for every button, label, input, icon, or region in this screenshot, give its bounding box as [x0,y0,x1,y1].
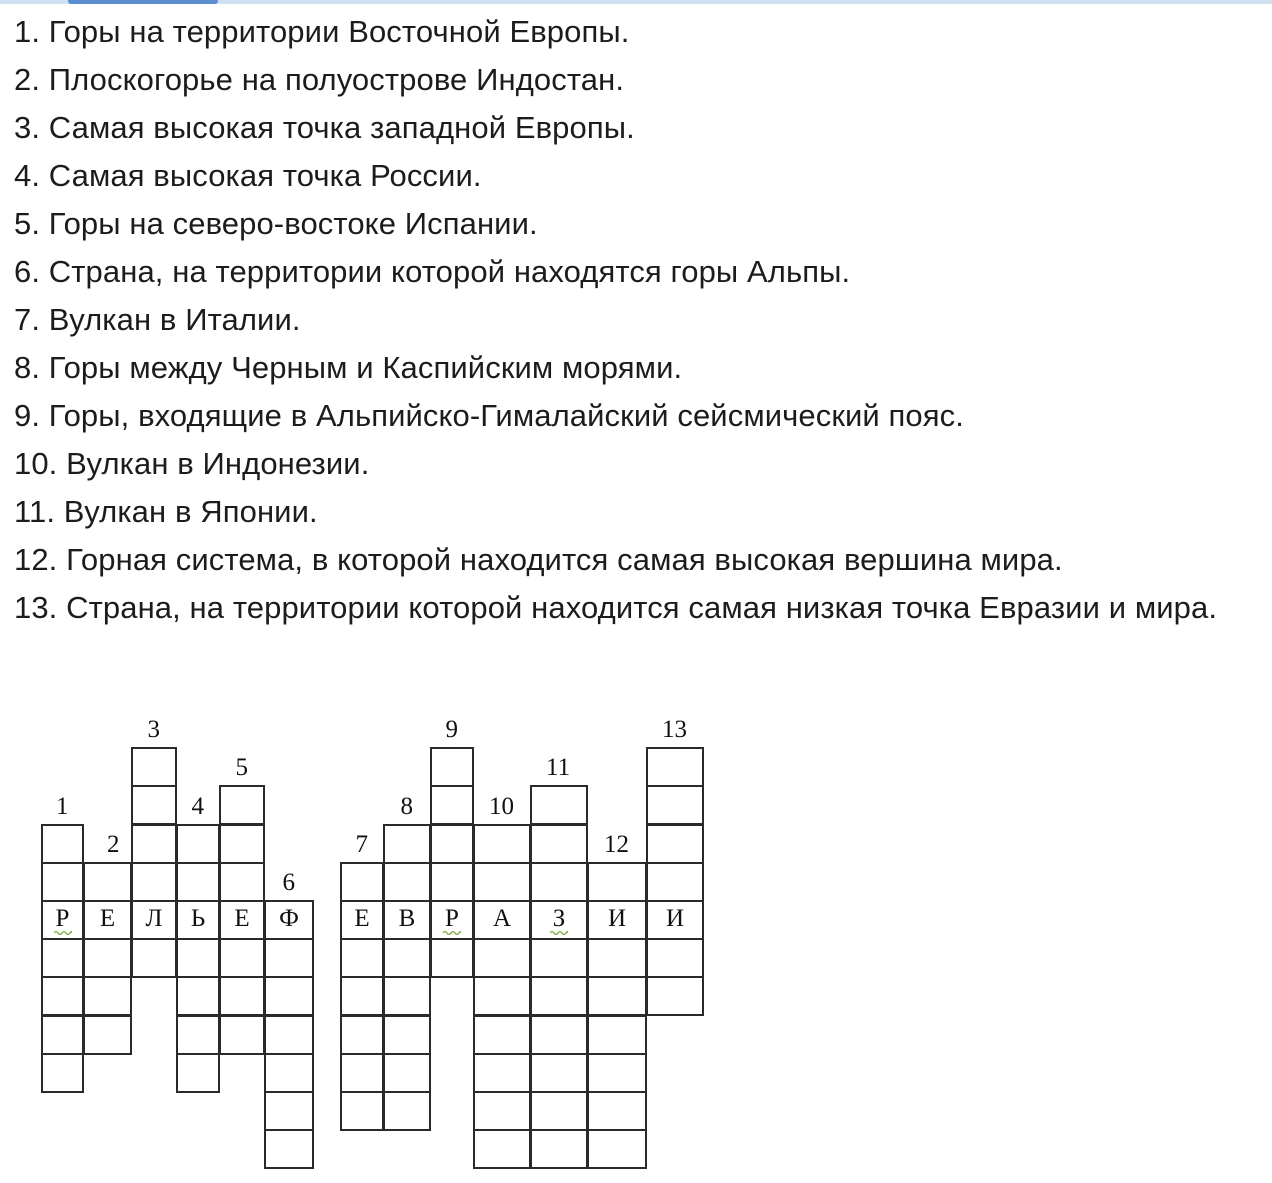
crossword-cell[interactable] [383,938,431,978]
crossword-cell[interactable] [340,1091,384,1131]
key-letter: Ь [190,905,206,932]
crossword-cell[interactable] [340,938,384,978]
key-letter: Е [354,905,370,932]
question-5: 5. Горы на северо-востоке Испании. [14,206,538,241]
crossword-cell[interactable] [176,1015,220,1055]
crossword-cell[interactable] [530,1129,588,1169]
crossword-cell[interactable] [383,1091,431,1131]
key-letter: И [607,905,627,932]
question-10: 10. Вулкан в Индонезии. [14,446,370,481]
crossword-cell[interactable] [340,1015,384,1055]
crossword-cell[interactable] [530,862,588,902]
key-letter: И [665,905,685,932]
crossword-cell[interactable] [131,824,177,864]
crossword-cell[interactable] [587,938,647,978]
key-letter: Е [234,905,250,932]
crossword-cell[interactable] [530,1015,588,1055]
key-letter: Р [55,905,70,932]
crossword-cell[interactable] [383,976,431,1016]
crossword-cell[interactable] [340,862,384,902]
question-13: 13. Страна, на территории которой находится самая низкая точка Евразии и мира. [14,590,1218,625]
crossword-cell[interactable] [219,862,265,902]
crossword-cell[interactable] [264,938,314,978]
crossword-cell[interactable] [587,1015,647,1055]
crossword-cell[interactable] [176,1053,220,1093]
crossword-cell[interactable] [83,976,132,1016]
crossword-cell[interactable] [587,1053,647,1093]
crossword-cell[interactable] [176,938,220,978]
key-letter: Ф [279,905,299,932]
crossword-cell[interactable] [131,938,177,978]
crossword-cell[interactable] [264,1091,314,1131]
clue-number-11: 11 [546,754,571,781]
crossword-cell[interactable] [430,747,474,787]
crossword-cell[interactable] [83,862,132,902]
crossword-cell[interactable] [530,976,588,1016]
crossword-cell[interactable] [264,1015,314,1055]
crossword-cell[interactable] [646,785,704,825]
clue-number-2: 2 [107,831,120,858]
crossword-cell[interactable] [340,976,384,1016]
crossword-cell[interactable] [83,938,132,978]
question-8: 8. Горы между Черным и Каспийским морями. [14,350,683,385]
crossword-cell[interactable] [264,1053,314,1093]
clue-number-6: 6 [282,869,295,896]
crossword-cell[interactable] [340,1053,384,1093]
crossword-cell[interactable] [646,824,704,864]
crossword-cell[interactable] [473,1015,531,1055]
crossword-cell[interactable] [473,976,531,1016]
crossword-cell[interactable] [530,1053,588,1093]
crossword-cell[interactable] [264,1129,314,1169]
clue-number-5: 5 [235,754,248,781]
crossword-cell[interactable] [473,1091,531,1131]
crossword-cell[interactable] [473,824,531,864]
clue-number-8: 8 [400,793,413,820]
crossword-cell[interactable] [430,862,474,902]
crossword-cell[interactable] [131,862,177,902]
crossword-cell[interactable] [41,938,84,978]
clue-number-4: 4 [191,793,204,820]
crossword-cell[interactable] [219,785,265,825]
crossword-cell[interactable] [219,824,265,864]
crossword-cell[interactable] [176,862,220,902]
crossword-cell[interactable] [41,1015,84,1055]
crossword-cell[interactable] [473,1053,531,1093]
crossword-cell[interactable] [430,938,474,978]
question-1: 1. Горы на территории Восточной Европы. [14,14,630,49]
question-9: 9. Горы, входящие в Альпийско-Гималайский сейсмический пояс. [14,398,964,433]
key-letter: В [398,905,416,932]
clue-number-3: 3 [147,716,160,743]
crossword-cell[interactable] [264,976,314,1016]
question-11: 11. Вулкан в Японии. [14,494,318,529]
key-letter: Р [445,905,459,932]
crossword-cell[interactable] [176,824,220,864]
clue-number-9: 9 [445,716,458,743]
crossword-cell[interactable] [430,785,474,825]
crossword-cell[interactable] [587,862,647,902]
crossword-cell[interactable] [646,976,704,1016]
crossword-cell[interactable] [41,1053,84,1093]
question-2: 2. Плоскогорье на полуострове Индостан. [14,62,625,97]
clue-number-12: 12 [604,831,629,858]
clue-number-13: 13 [662,716,687,743]
crossword-cell[interactable] [646,747,704,787]
question-6: 6. Страна, на территории которой находятся горы Альпы. [14,254,851,289]
crossword-cell[interactable] [131,747,177,787]
clue-number-1: 1 [56,793,69,820]
crossword-cell[interactable] [530,824,588,864]
crossword-cell[interactable] [530,938,588,978]
crossword-cell[interactable] [41,976,84,1016]
crossword-cell[interactable] [41,824,84,864]
crossword-cell[interactable] [383,824,431,864]
crossword-cell[interactable] [587,1129,647,1169]
crossword-cell[interactable] [473,1129,531,1169]
crossword-cell[interactable] [219,938,265,978]
crossword-cell[interactable] [530,1091,588,1131]
question-7: 7. Вулкан в Италии. [14,302,301,337]
crossword-cell[interactable] [176,976,220,1016]
key-letter: Е [99,905,116,932]
question-4: 4. Самая высокая точка России. [14,158,482,193]
crossword-cell[interactable] [383,862,431,902]
crossword-cell[interactable] [131,785,177,825]
crossword-cell[interactable] [587,1091,647,1131]
key-letter: З [552,905,566,932]
crossword-cell[interactable] [646,938,704,978]
questions-list [14,8,1272,632]
crossword-cell[interactable] [219,976,265,1016]
key-letter: Л [145,905,163,932]
clue-number-7: 7 [355,831,368,858]
crossword-cell[interactable] [587,976,647,1016]
crossword-cell[interactable] [646,862,704,902]
crossword-cell[interactable] [383,1053,431,1093]
crossword-cell[interactable] [41,862,84,902]
crossword-cell[interactable] [473,862,531,902]
crossword-cell[interactable] [219,1015,265,1055]
crossword-cell[interactable] [530,785,588,825]
clue-number-10: 10 [489,793,514,820]
question-12: 12. Горная система, в которой находится самая высокая вершина мира. [14,542,1063,577]
crossword-cell[interactable] [473,938,531,978]
crossword-cell[interactable] [83,1015,132,1055]
crossword-cell[interactable] [383,1015,431,1055]
top-accent-dash [68,0,218,4]
question-3: 3. Самая высокая точка западной Европы. [14,110,635,145]
key-letter: А [492,905,512,932]
crossword-cell[interactable] [430,824,474,864]
